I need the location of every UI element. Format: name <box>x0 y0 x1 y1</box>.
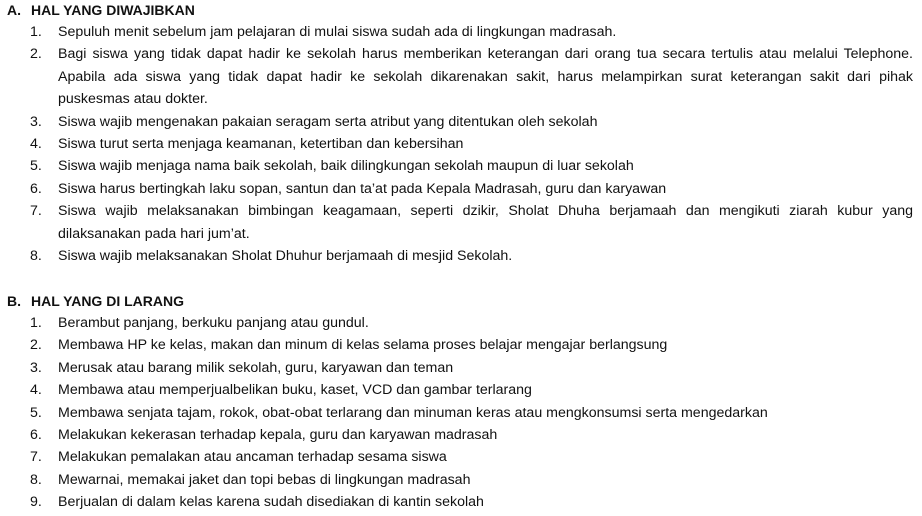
list-item <box>0 43 922 110</box>
list-item-text: Siswa turut serta menjaga keamanan, ketertiban dan kebersihan <box>58 136 464 153</box>
list-item-text: Berambut panjang, berkuku panjang atau gundul. <box>58 315 369 331</box>
list-item-number: 6. <box>30 427 42 444</box>
section-b-heading <box>7 290 184 312</box>
list-item-text: Membawa atau memperjualbelikan buku, kaset, VCD dan gambar terlarang <box>58 382 532 399</box>
list-item <box>0 469 922 491</box>
list-item-text: Sepuluh menit sebelum jam pelajaran di mulai siswa sudah ada di lingkungan madrasah. <box>58 24 617 40</box>
list-item-number: 5. <box>30 404 42 421</box>
list-item-text: Melakukan kekerasan terhadap kepala, guru dan karyawan madrasah <box>58 427 498 444</box>
section-b-letter: B. <box>7 293 21 309</box>
list-item <box>0 357 922 379</box>
list-item-text: Siswa wajib mengenakan pakaian seragam serta atribut yang ditentukan oleh sekolah <box>58 113 598 130</box>
list-item-number: 7. <box>30 203 42 220</box>
list-item <box>0 334 922 356</box>
list-item <box>0 178 922 200</box>
list-item <box>0 155 922 177</box>
list-item-text: Siswa wajib melaksanakan bimbingan keagamaan, seperti dzikir, Sholat Dhuha berjamaah dan mengikuti ziarah kubur yang dilaksanakan pada hari jum’at. <box>58 203 913 242</box>
list-item <box>0 133 922 155</box>
list-item-text: Siswa wajib melaksanakan Sholat Dhuhur berjamaah di mesjid Sekolah. <box>58 248 513 265</box>
list-item-text: Melakukan pemalakan atau ancaman terhadap sesama siswa <box>58 449 447 466</box>
list-item <box>0 491 922 513</box>
list-item-number: 8. <box>30 248 42 265</box>
list-item-number: 3. <box>30 113 42 130</box>
list-item <box>0 402 922 424</box>
list-item-number: 5. <box>30 158 42 175</box>
section-a-title: HAL YANG DIWAJIBKAN <box>31 2 195 18</box>
list-item <box>0 379 922 401</box>
list-item <box>0 312 922 334</box>
section-a-letter: A. <box>7 2 21 18</box>
list-item-number: 1. <box>30 24 42 40</box>
list-item-number: 2. <box>30 337 42 354</box>
list-item <box>0 111 922 133</box>
list-item-number: 8. <box>30 471 42 488</box>
list-item-number: 4. <box>30 382 42 399</box>
section-b-title: HAL YANG DI LARANG <box>31 293 184 309</box>
list-item-text: Berjualan di dalam kelas karena sudah disediakan di kantin sekolah <box>58 494 484 511</box>
list-item-text: Siswa wajib menjaga nama baik sekolah, baik dilingkungan sekolah maupun di luar sekolah <box>58 158 634 175</box>
list-item-text: Mewarnai, memakai jaket dan topi bebas di lingkungan madrasah <box>58 471 471 488</box>
section-b-list <box>0 312 922 514</box>
list-item-number: 6. <box>30 180 42 197</box>
list-item-text: Membawa HP ke kelas, makan dan minum di kelas selama proses belajar mengajar berlangsung <box>58 337 668 354</box>
list-item-number: 4. <box>30 136 42 153</box>
list-item-number: 3. <box>30 359 42 376</box>
list-item <box>0 21 922 43</box>
list-item <box>0 245 922 267</box>
section-a-list <box>0 21 922 267</box>
list-item-number: 2. <box>30 46 42 63</box>
list-item-text: Membawa senjata tajam, rokok, obat-obat terlarang dan minuman keras atau mengkonsumsi serta mengedarkan <box>58 404 768 421</box>
list-item-number: 9. <box>30 494 42 511</box>
list-item-text: Merusak atau barang milik sekolah, guru, karyawan dan teman <box>58 359 454 376</box>
list-item <box>0 200 922 245</box>
list-item-text: Siswa harus bertingkah laku sopan, santun dan ta’at pada Kepala Madrasah, guru dan karyawan <box>58 180 667 197</box>
list-item <box>0 424 922 446</box>
section-a-heading <box>7 0 195 21</box>
list-item <box>0 446 922 468</box>
list-item-number: 7. <box>30 449 42 466</box>
list-item-number: 1. <box>30 315 42 331</box>
list-item-text: Bagi siswa yang tidak dapat hadir ke sekolah harus memberikan keterangan dari orang tua secara tertulis atau melalui Telephone. Apabila ada siswa yang tidak dapat hadir ke sekolah dikarenakan sakit, harus melampirkan surat keterangan sakit dari pihak puskesmas atau dokter. <box>58 46 913 108</box>
